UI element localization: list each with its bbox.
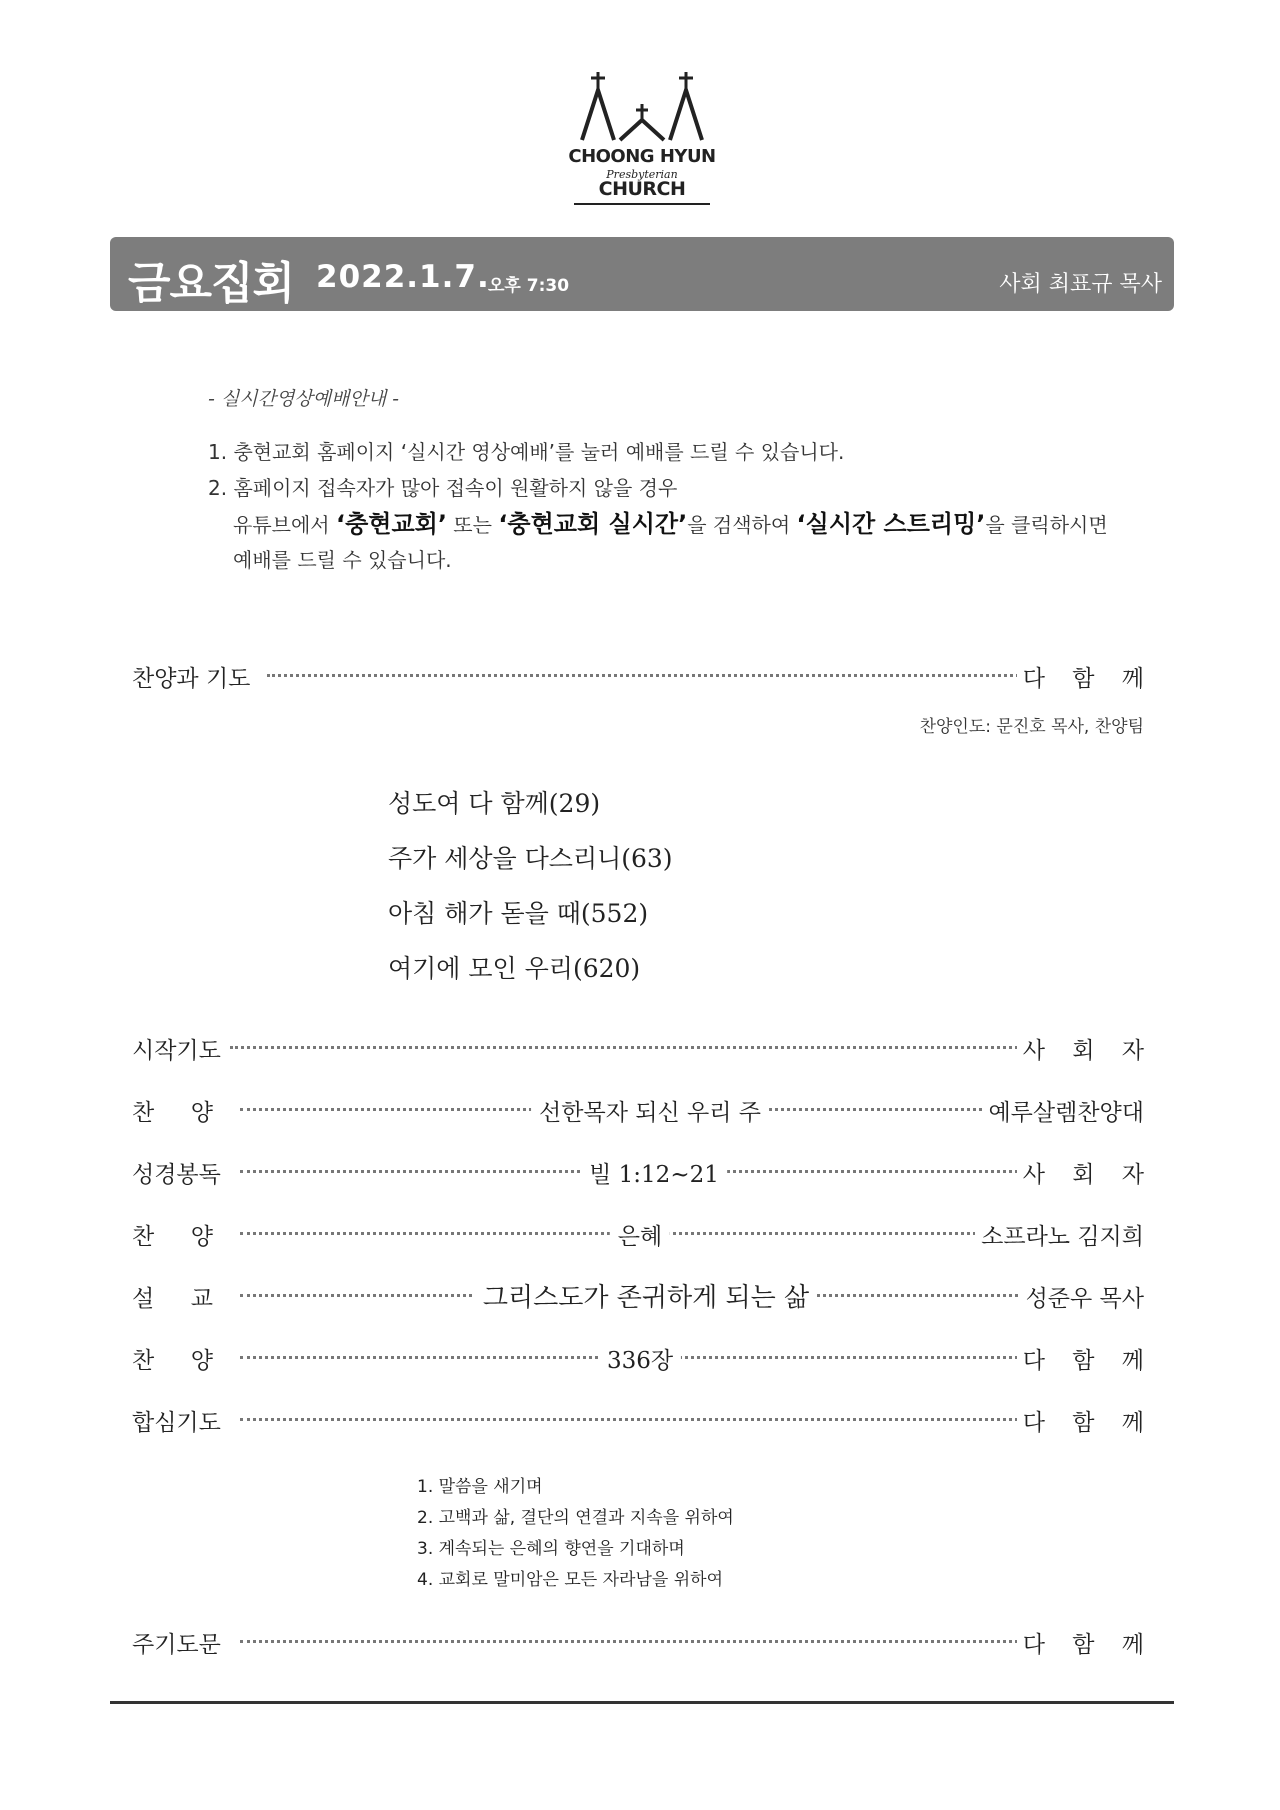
service-leader: 사회 최표규 목사 [999,272,1162,297]
row-label: 찬 양 [132,1094,219,1127]
row-middle: 336장 [599,1342,681,1375]
hymn-item: 아침 해가 돋을 때(552) [388,899,649,928]
notice-line-4: 예배를 드릴 수 있습니다. [233,548,452,572]
notice-line-1: 1. 충현교회 홈페이지 ‘실시간 영상예배’를 눌러 예배를 드릴 수 있습니다. [208,440,845,464]
notice-text: 또는 [446,513,499,537]
service-time: 오후 7:30 [488,276,570,296]
program-row-united-prayer [132,1404,1154,1438]
service-date: 2022.1.7. [316,259,490,295]
row-right: 다 함 께 [1017,1404,1144,1437]
church-spires-icon [568,72,716,146]
church-logo [568,72,716,208]
hymn-item: 주가 세상을 다스리니(63) [388,844,673,873]
hymn-item: 성도여 다 함께(29) [388,789,601,818]
row-right: 사 회 자 [1017,1156,1144,1189]
leader-dots [240,1640,1144,1643]
notice-line-3 [233,504,1108,539]
notice-title: - 실시간영상예배안내 - [208,388,399,410]
row-middle: 빌 1:12~21 [581,1156,727,1189]
row-right: 다 함 께 [1017,1626,1144,1659]
row-right: 소프라노 김지희 [975,1218,1144,1251]
program-row-special-song [132,1218,1144,1252]
notice-text: 을 클릭하시면 [985,513,1108,537]
header-bar [110,237,1174,311]
notice-keyword: ‘실시간 스트리밍’ [796,510,986,538]
row-label: 찬 양 [132,1342,219,1375]
logo-text-church: CHURCH [598,178,686,200]
row-right: 성준우 목사 [1020,1280,1144,1313]
row-label: 시작기도 [132,1032,227,1065]
leader-dots [267,674,1144,677]
row-right: 다 함 께 [1017,1342,1144,1375]
praise-leader: 찬양인도: 문진호 목사, 찬양팀 [919,717,1144,737]
program-row-sermon [132,1280,1144,1314]
notice-line-2: 2. 홈페이지 접속자가 많아 접속이 원활하지 않을 경우 [208,476,678,500]
notice-text: 을 검색하여 [687,513,797,537]
row-right: 사 회 자 [1017,1032,1144,1065]
prayer-item: 4. 교회로 말미암은 모든 자라남을 위하여 [417,1570,723,1590]
program-row-choir [132,1094,1144,1128]
logo-text-presbyterian: Presbyterian [606,168,678,181]
program-row-opening-prayer [132,1032,1154,1066]
prayer-item: 2. 고백과 삶, 결단의 연결과 지속을 위하여 [417,1508,734,1528]
row-right: 다 함 께 [1017,660,1144,693]
logo-underline [574,203,710,205]
bottom-rule [110,1701,1174,1704]
notice-text: 유튜브에서 [233,513,336,537]
notice-keyword: ‘충현교회 실시간’ [498,510,688,538]
program-row-praise [132,660,1154,694]
row-middle: 은혜 [610,1218,670,1251]
leader-dots [240,1356,1144,1359]
row-label: 찬양과 기도 [132,660,256,693]
leader-dots [230,1046,1144,1049]
row-label: 성경봉독 [132,1156,227,1189]
row-label: 설 교 [132,1280,219,1313]
program-row-lords-prayer [132,1626,1154,1660]
leader-dots [240,1418,1144,1421]
sermon-title: 그리스도가 존귀하게 되는 삶 [475,1277,817,1314]
row-middle: 선한목자 되신 우리 주 [531,1094,769,1127]
program-row-scripture [132,1156,1154,1190]
logo-text-choong-hyun: CHOONG HYUN [568,146,716,167]
prayer-item: 1. 말씀을 새기며 [417,1477,543,1497]
prayer-item: 3. 계속되는 은혜의 향연을 기대하며 [417,1539,685,1559]
notice-keyword: ‘충현교회’ [335,510,447,538]
service-title: 금요집회 [128,258,295,309]
row-label: 찬 양 [132,1218,219,1251]
row-right: 예루살렘찬양대 [982,1094,1144,1127]
program-row-hymn [132,1342,1154,1376]
row-label: 주기도문 [132,1626,227,1659]
hymn-item: 여기에 모인 우리(620) [388,954,641,983]
row-label: 합심기도 [132,1404,227,1437]
